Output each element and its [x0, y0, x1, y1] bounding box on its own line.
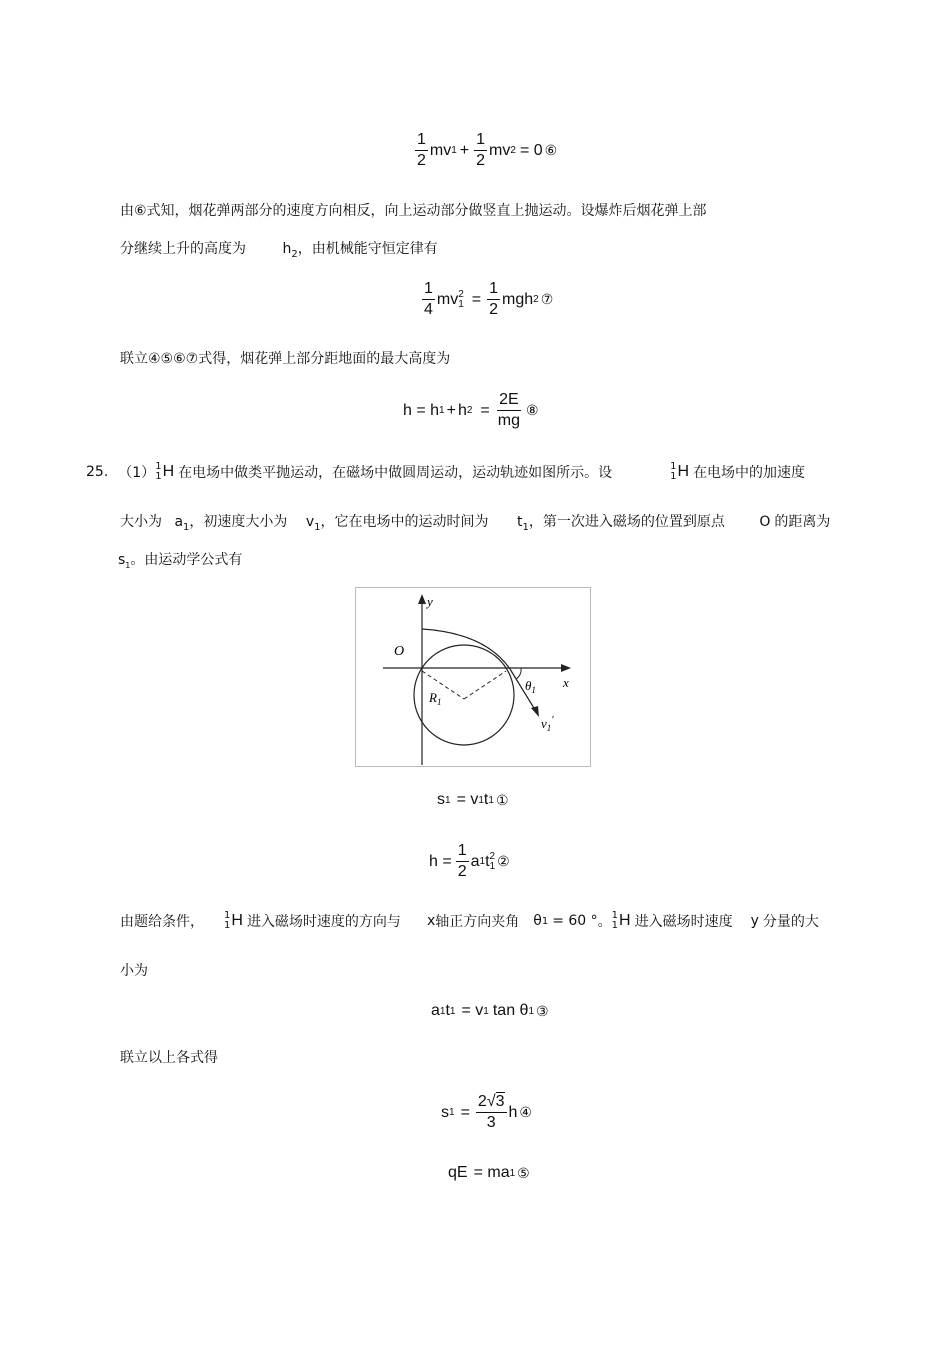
hydrogen-nuclide — [670, 462, 689, 482]
term: t — [485, 852, 490, 870]
rhs: = v — [461, 1002, 484, 1019]
subscript: 2 — [466, 405, 473, 416]
denominator: 2 — [457, 863, 467, 880]
velocity-subscript: 1 — [546, 723, 552, 733]
hydrogen-nuclide — [224, 911, 243, 931]
denominator: 2 — [417, 152, 426, 169]
term: s — [437, 791, 445, 808]
angle-subscript: 1 — [531, 685, 536, 695]
paragraph-1-line-2 — [120, 238, 438, 260]
question-25-line-2 — [120, 511, 830, 533]
text: 分继续上升的高度为 — [120, 241, 246, 257]
variable: v — [305, 514, 315, 530]
parabolic-trajectory — [422, 629, 510, 669]
subscript: 1 — [439, 1005, 446, 1017]
equation-number: ⑦ — [540, 291, 554, 307]
square-root-icon: √ — [486, 1093, 496, 1110]
text: 由题给条件， — [120, 914, 204, 930]
question-number: 25. — [86, 464, 109, 480]
paragraph-4: 联立以上各式得 — [120, 1050, 218, 1066]
paragraph-3-line-2: 小为 — [120, 963, 148, 979]
origin-label: O — [394, 644, 405, 659]
equation-5 — [448, 1164, 530, 1182]
fraction — [476, 1093, 507, 1132]
coefficient: 2 — [477, 1093, 487, 1110]
term: mv — [429, 141, 452, 159]
equation-number: ② — [497, 853, 510, 869]
rhs: = v — [456, 791, 479, 808]
velocity-symbol: v — [541, 716, 547, 731]
fraction — [487, 280, 500, 319]
atomic-number: 1 — [611, 920, 619, 931]
subscript: 1 — [439, 405, 445, 416]
subscript: 2 — [291, 248, 298, 260]
angle-label — [525, 678, 536, 695]
fraction — [415, 131, 428, 170]
angle-symbol: θ — [525, 678, 532, 693]
plus-sign: + — [446, 401, 456, 419]
atomic-number: 1 — [670, 471, 677, 482]
equation-number: ⑧ — [525, 402, 539, 418]
subscript: 1 — [449, 1005, 456, 1017]
subscript: 1 — [488, 794, 494, 806]
mass-number: 1 — [224, 910, 231, 921]
fraction — [422, 280, 435, 319]
equation-6 — [413, 131, 557, 170]
text: ，它在电场中的运动时间为 — [320, 514, 489, 530]
text: 的距离为 — [774, 514, 831, 530]
element-symbol: H — [619, 912, 631, 929]
question-25-line-1 — [86, 462, 805, 482]
subscript: 1 — [483, 1005, 489, 1017]
atomic-number: 1 — [224, 920, 231, 931]
variable: t — [517, 514, 523, 530]
text: 进入磁场时速度的方向与 — [246, 914, 401, 930]
equals-sign: = — [471, 290, 482, 308]
subscript: 2 — [533, 294, 539, 305]
y-axis-arrow-icon — [418, 594, 426, 604]
subscript: 1 — [489, 860, 496, 872]
subscript: 1 — [451, 145, 457, 156]
denominator: 2 — [476, 152, 486, 169]
part-label: （1） — [118, 465, 156, 481]
radius-symbol: R — [429, 690, 437, 705]
equation-1 — [437, 791, 509, 809]
subscript: 1 — [183, 521, 190, 533]
equation-number: ⑤ — [517, 1164, 530, 1181]
equals-sign: = — [460, 1103, 470, 1121]
equation-4 — [441, 1093, 532, 1132]
numerator — [476, 1093, 507, 1113]
term: a — [431, 1002, 440, 1019]
subscript: 1 — [445, 794, 451, 806]
text: 。由运动学公式有 — [130, 552, 243, 568]
denominator: mg — [497, 412, 520, 429]
subscript: 1 — [528, 1005, 534, 1017]
fraction — [496, 391, 522, 430]
equals-sign: = — [480, 401, 490, 419]
subscript: 2 — [510, 145, 516, 156]
question-25-line-3 — [118, 549, 242, 570]
velocity-prime: ′ — [551, 714, 554, 726]
superscript: 2 — [489, 850, 496, 862]
mass-number: 1 — [611, 910, 619, 921]
equation-number: ③ — [536, 1002, 549, 1019]
variable: a — [174, 514, 184, 530]
term: qE — [448, 1164, 468, 1181]
equation-2 — [429, 842, 510, 881]
subscript: 1 — [458, 298, 464, 310]
text: 在电场中做类平抛运动，在磁场中做圆周运动，运动轨迹如图所示。设 — [178, 465, 613, 481]
angle-arc — [516, 668, 521, 679]
velocity-label — [541, 714, 554, 733]
subscript: 1 — [314, 521, 321, 533]
text: 。 — [597, 914, 612, 930]
equation-number: ① — [495, 791, 509, 808]
term: mv — [489, 141, 511, 159]
text: 分量的大 — [762, 914, 819, 930]
radicand: 3 — [495, 1093, 505, 1110]
subscript: 1 — [522, 521, 529, 533]
equation-number: ⑥ — [544, 142, 558, 158]
text: ，由机械能守恒定律有 — [297, 241, 438, 257]
term: h — [508, 1103, 518, 1121]
numerator: 1 — [415, 131, 428, 151]
paragraph-1-line-1: 由⑥式知，烟花弹两部分的速度方向相反，向上运动部分做竖直上抛运动。设爆炸后烟花弹上部 — [120, 203, 707, 219]
figure-frame — [356, 588, 591, 767]
term: mv — [436, 290, 459, 308]
trajectory-figure — [355, 587, 591, 767]
text: 轴正方向夹角 — [435, 914, 520, 930]
paragraph-2: 联立④⑤⑥⑦式得，烟花弹上部分距地面的最大高度为 — [120, 351, 451, 367]
subscript: 1 — [478, 794, 484, 806]
radius-line-2 — [464, 671, 506, 699]
numerator: 2E — [497, 391, 521, 411]
variable: y — [750, 913, 759, 929]
fraction — [456, 842, 469, 881]
hydrogen-nuclide — [155, 462, 174, 482]
mass-number: 1 — [670, 461, 677, 472]
equation-8 — [403, 391, 539, 430]
variable: h — [282, 241, 292, 257]
plus-sign: + — [459, 141, 470, 159]
numerator: 1 — [456, 842, 469, 862]
element-symbol: H — [231, 912, 243, 929]
term: t — [445, 1002, 450, 1019]
element-symbol: H — [162, 463, 175, 480]
superscript: 2 — [458, 288, 464, 300]
text: 进入磁场时速度 — [634, 914, 733, 930]
equation-7 — [420, 280, 553, 319]
rhs: = 0 — [519, 141, 543, 159]
variable: x — [426, 913, 436, 929]
variable: s — [118, 552, 126, 568]
x-axis-arrow-icon — [561, 664, 571, 672]
hydrogen-nuclide — [612, 911, 631, 931]
rhs: = ma — [473, 1164, 510, 1181]
denominator: 2 — [489, 301, 499, 318]
element-symbol: H — [677, 463, 690, 480]
numerator: 1 — [422, 280, 435, 300]
equation-3 — [431, 1002, 549, 1020]
radius-subscript: 1 — [436, 697, 442, 707]
term: mgh — [502, 290, 534, 308]
x-axis-label: x — [563, 675, 569, 690]
text: 大小为 — [120, 514, 162, 530]
value: = 60 ° — [552, 913, 598, 929]
subscript: 1 — [541, 915, 549, 927]
denominator: 4 — [424, 301, 433, 318]
subscript: 1 — [509, 1167, 516, 1179]
term: t — [483, 791, 489, 808]
velocity-arrow-icon — [531, 706, 539, 717]
term: h = h — [403, 401, 440, 419]
equation-number: ④ — [519, 1104, 532, 1120]
term: s — [441, 1103, 449, 1121]
radius-label — [428, 690, 441, 707]
text: ，第一次进入磁场的位置到原点 — [528, 514, 725, 530]
term: a — [470, 852, 480, 870]
y-axis-label: y — [427, 594, 433, 609]
subscript: 1 — [449, 1107, 455, 1118]
term: h = — [429, 852, 452, 870]
subscript: 1 — [125, 560, 131, 570]
numerator: 1 — [474, 131, 487, 151]
tangent: tan θ — [492, 1002, 529, 1019]
numerator: 1 — [487, 280, 500, 300]
mass-number: 1 — [155, 461, 162, 472]
text: 在电场中的加速度 — [693, 465, 806, 481]
fraction — [474, 131, 487, 170]
text: ，初速度大小为 — [189, 514, 288, 530]
term: h — [457, 401, 467, 419]
paragraph-3-line-1 — [120, 911, 819, 931]
denominator: 3 — [486, 1114, 496, 1131]
variable: θ — [533, 913, 542, 929]
variable: O — [759, 514, 771, 530]
atomic-number: 1 — [155, 471, 162, 482]
subscript: 1 — [479, 856, 486, 867]
